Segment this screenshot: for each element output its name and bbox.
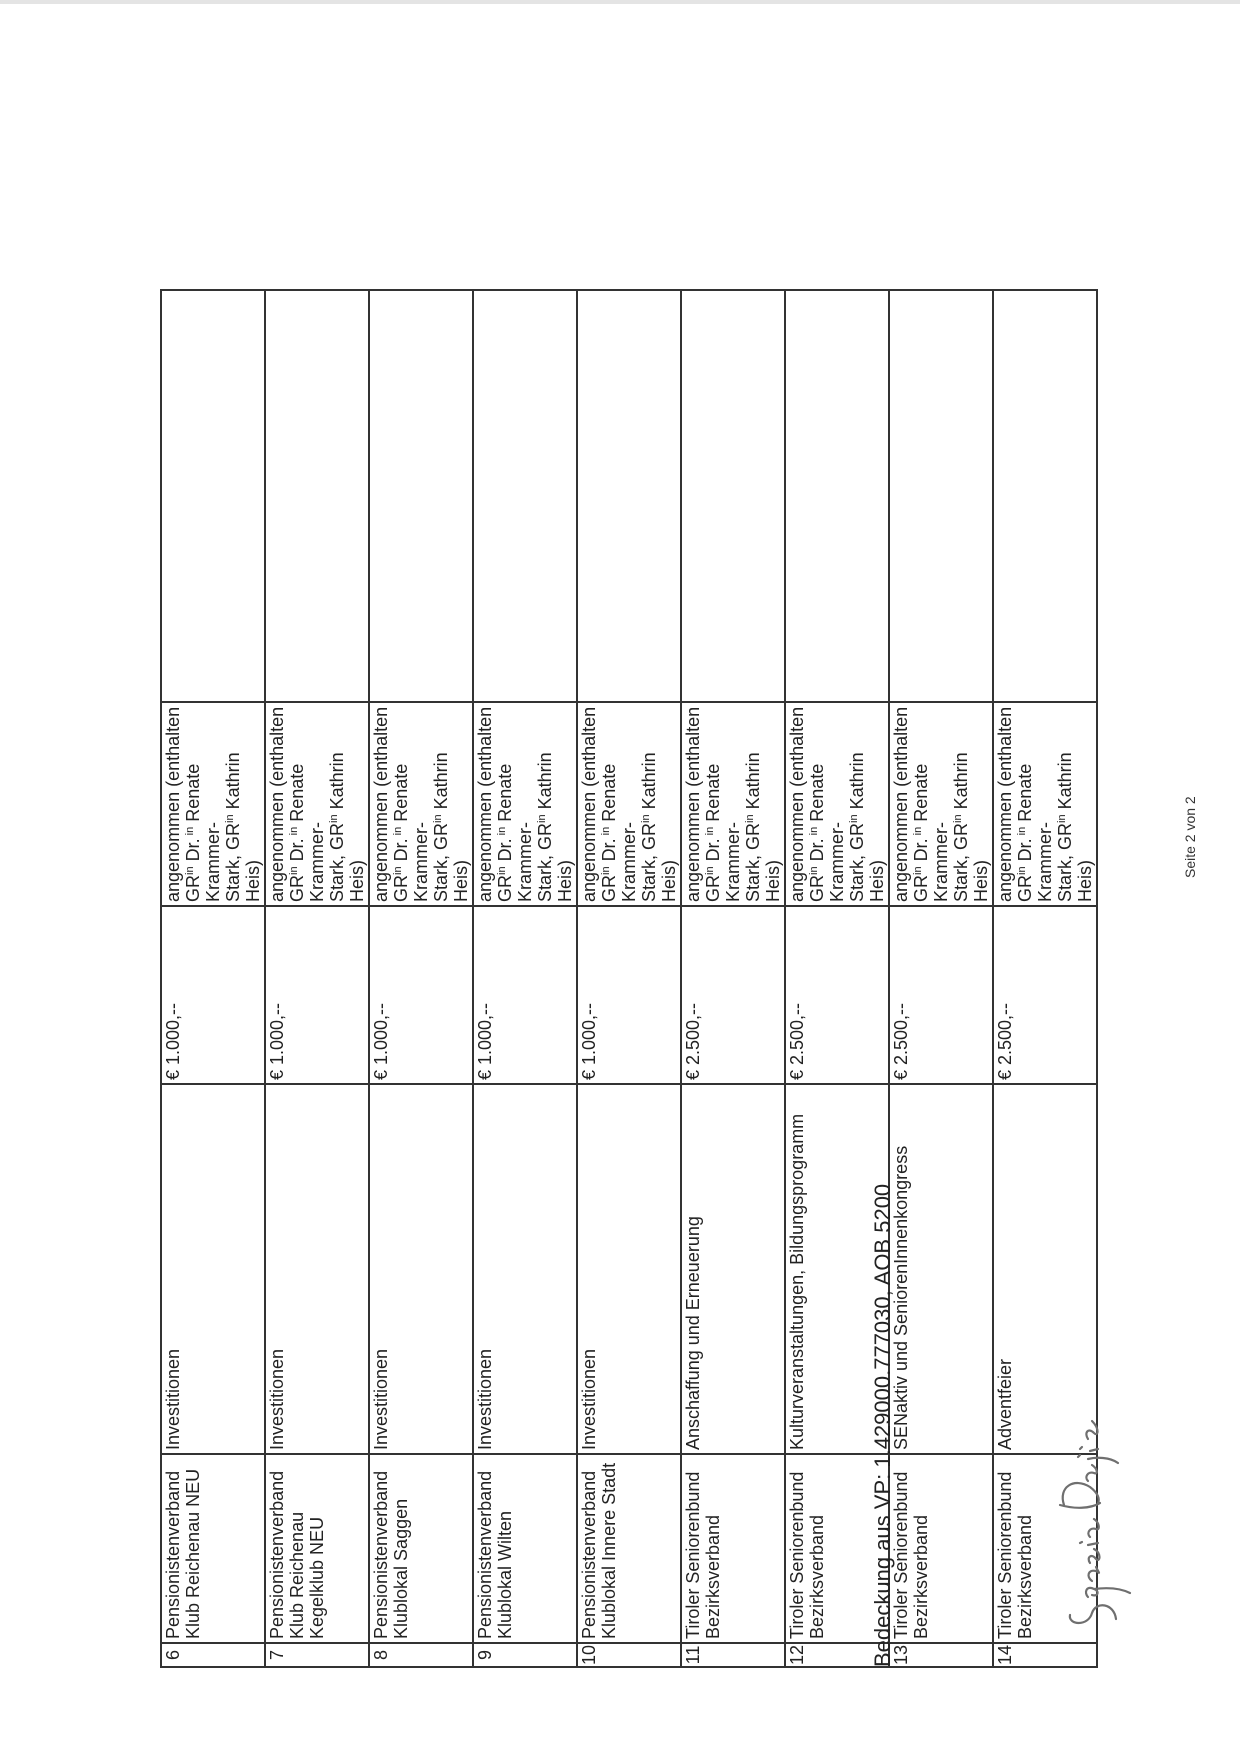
result-dr: Dr. bbox=[911, 838, 931, 867]
result-dr: Dr. bbox=[183, 838, 203, 867]
result-line-3: Kathrin Heis) bbox=[327, 752, 367, 902]
result-line-3-pre: Stark, GR bbox=[535, 822, 555, 902]
purpose-cell: Investitionen bbox=[161, 1084, 265, 1454]
result-sup: in bbox=[496, 826, 508, 839]
result-line-3: Kathrin Heis) bbox=[431, 752, 471, 902]
table-row bbox=[369, 290, 473, 1667]
organization-cell: Pensionistenverband Klublokal Innere Stadt bbox=[577, 1454, 681, 1643]
empty-cell bbox=[681, 290, 785, 702]
num-cell: 6 bbox=[161, 1643, 265, 1667]
purpose-cell: Investitionen bbox=[577, 1084, 681, 1454]
empty-cell bbox=[265, 290, 369, 702]
result-line-2: Renate Krammer- bbox=[391, 763, 431, 902]
result-cell bbox=[785, 702, 889, 906]
signature-image bbox=[1030, 1403, 1160, 1633]
result-line-1: angenommen (enthalten bbox=[995, 706, 1015, 902]
result-line-3: Kathrin Heis) bbox=[743, 752, 783, 902]
num-cell: 12 bbox=[785, 1643, 889, 1667]
empty-cell bbox=[577, 290, 681, 702]
result-line-3: Kathrin Heis) bbox=[1055, 752, 1095, 902]
result-dr: Dr. bbox=[703, 838, 723, 867]
organization-cell: Pensionistenverband Klub Reichenau NEU bbox=[161, 1454, 265, 1643]
result-line-2: Renate Krammer- bbox=[287, 763, 327, 902]
result-cell bbox=[161, 702, 265, 906]
result-sup: in bbox=[392, 826, 404, 839]
result-line-1: angenommen (enthalten bbox=[579, 706, 599, 902]
amount-cell: € 1.000,-- bbox=[265, 906, 369, 1084]
result-cell bbox=[993, 702, 1097, 906]
organization-cell: Pensionistenverband Klub Reichenau Kegelklub NEU bbox=[265, 1454, 369, 1643]
result-dr: Dr. bbox=[391, 838, 411, 867]
result-sup: in bbox=[432, 814, 444, 823]
purpose-cell: Adventfeier bbox=[993, 1084, 1097, 1454]
organization-cell: Tiroler Seniorenbund Bezirksverband bbox=[681, 1454, 785, 1643]
result-gr: GR bbox=[1015, 875, 1035, 902]
organization-cell: Tiroler Seniorenbund Bezirksverband bbox=[889, 1454, 993, 1643]
result-line-3-pre: Stark, GR bbox=[1055, 822, 1075, 902]
result-line-3: Kathrin Heis) bbox=[223, 752, 263, 902]
purpose-cell: Investitionen bbox=[265, 1084, 369, 1454]
page-number: Seite 2 von 2 bbox=[1182, 796, 1198, 878]
result-cell bbox=[265, 702, 369, 906]
result-sup: in bbox=[224, 814, 236, 823]
result-cell bbox=[889, 702, 993, 906]
result-line-2: Renate Krammer- bbox=[1015, 763, 1055, 902]
organization-cell: Pensionistenverband Klublokal Saggen bbox=[369, 1454, 473, 1643]
result-sup: in bbox=[288, 866, 300, 875]
result-sup: in bbox=[600, 866, 612, 875]
table-row bbox=[161, 290, 265, 1667]
result-cell bbox=[577, 702, 681, 906]
num-cell: 8 bbox=[369, 1643, 473, 1667]
result-line-1: angenommen (enthalten bbox=[371, 706, 391, 902]
result-sup: in bbox=[392, 866, 404, 875]
result-gr: GR bbox=[495, 875, 515, 902]
result-dr: Dr. bbox=[287, 838, 307, 867]
empty-cell bbox=[473, 290, 577, 702]
grant-table bbox=[160, 289, 1098, 1668]
num-cell: 7 bbox=[265, 1643, 369, 1667]
result-line-3-pre: Stark, GR bbox=[639, 822, 659, 902]
num-cell: 9 bbox=[473, 1643, 577, 1667]
signature-strokes bbox=[1060, 1421, 1130, 1623]
organization-cell: Tiroler Seniorenbund Bezirksverband bbox=[785, 1454, 889, 1643]
result-line-1: angenommen (enthalten bbox=[787, 706, 807, 902]
result-line-3-pre: Stark, GR bbox=[223, 822, 243, 902]
purpose-cell: SENaktiv und SeniorenInnenkongress bbox=[889, 1084, 993, 1454]
result-sup: in bbox=[184, 826, 196, 839]
result-dr: Dr. bbox=[599, 838, 619, 867]
result-gr: GR bbox=[703, 875, 723, 902]
result-sup: in bbox=[496, 866, 508, 875]
result-line-3: Kathrin Heis) bbox=[535, 752, 575, 902]
result-cell bbox=[369, 702, 473, 906]
result-sup: in bbox=[1016, 866, 1028, 875]
result-line-3: Kathrin Heis) bbox=[847, 752, 887, 902]
result-sup: in bbox=[704, 826, 716, 839]
purpose-cell: Investitionen bbox=[473, 1084, 577, 1454]
result-cell bbox=[681, 702, 785, 906]
amount-cell: € 2.500,-- bbox=[785, 906, 889, 1084]
result-line-3-pre: Stark, GR bbox=[327, 822, 347, 902]
result-gr: GR bbox=[391, 875, 411, 902]
result-line-3-pre: Stark, GR bbox=[847, 822, 867, 902]
result-line-1: angenommen (enthalten bbox=[163, 706, 183, 902]
num-cell: 10 bbox=[577, 1643, 681, 1667]
result-sup: in bbox=[912, 826, 924, 839]
result-gr: GR bbox=[287, 875, 307, 902]
result-line-1: angenommen (enthalten bbox=[891, 706, 911, 902]
organization-cell: Pensionistenverband Klublokal Wilten bbox=[473, 1454, 577, 1643]
result-sup: in bbox=[640, 814, 652, 823]
result-sup: in bbox=[328, 814, 340, 823]
result-line-1: angenommen (enthalten bbox=[475, 706, 495, 902]
result-sup: in bbox=[912, 866, 924, 875]
amount-cell: € 1.000,-- bbox=[161, 906, 265, 1084]
result-line-3: Kathrin Heis) bbox=[639, 752, 679, 902]
result-line-2: Renate Krammer- bbox=[807, 763, 847, 902]
table-row bbox=[681, 290, 785, 1667]
result-dr: Dr. bbox=[807, 838, 827, 867]
coverage-note: Bedeckung aus VP: 1.429000.777030, AOB 5200 bbox=[870, 1183, 895, 1667]
num-cell: 13 bbox=[889, 1643, 993, 1667]
result-sup: in bbox=[848, 814, 860, 823]
result-sup: in bbox=[184, 866, 196, 875]
result-line-3-pre: Stark, GR bbox=[951, 822, 971, 902]
result-sup: in bbox=[808, 826, 820, 839]
result-sup: in bbox=[288, 826, 300, 839]
grant-table-body bbox=[161, 290, 1097, 1667]
result-line-3-pre: Stark, GR bbox=[431, 822, 451, 902]
organization-cell: Tiroler Seniorenbund Bezirksverband bbox=[993, 1454, 1097, 1643]
result-sup: in bbox=[808, 866, 820, 875]
result-line-3-pre: Stark, GR bbox=[743, 822, 763, 902]
num-cell: 11 bbox=[681, 1643, 785, 1667]
result-sup: in bbox=[600, 826, 612, 839]
amount-cell: € 2.500,-- bbox=[681, 906, 785, 1084]
result-line-2: Renate Krammer- bbox=[703, 763, 743, 902]
result-line-1: angenommen (enthalten bbox=[683, 706, 703, 902]
result-line-2: Renate Krammer- bbox=[495, 763, 535, 902]
result-dr: Dr. bbox=[1015, 838, 1035, 867]
result-sup: in bbox=[704, 866, 716, 875]
purpose-cell: Investitionen bbox=[369, 1084, 473, 1454]
amount-cell: € 1.000,-- bbox=[577, 906, 681, 1084]
empty-cell bbox=[785, 290, 889, 702]
num-cell: 14 bbox=[993, 1643, 1097, 1667]
result-sup: in bbox=[536, 814, 548, 823]
amount-cell: € 1.000,-- bbox=[473, 906, 577, 1084]
result-gr: GR bbox=[599, 875, 619, 902]
table-row bbox=[473, 290, 577, 1667]
result-line-2: Renate Krammer- bbox=[911, 763, 951, 902]
table-row bbox=[889, 290, 993, 1667]
result-cell bbox=[473, 702, 577, 906]
result-sup: in bbox=[1016, 826, 1028, 839]
empty-cell bbox=[161, 290, 265, 702]
purpose-cell: Kulturveranstaltungen, Bildungsprogramm bbox=[785, 1084, 889, 1454]
result-gr: GR bbox=[807, 875, 827, 902]
result-sup: in bbox=[1056, 814, 1068, 823]
result-gr: GR bbox=[911, 875, 931, 902]
result-gr: GR bbox=[183, 875, 203, 902]
empty-cell bbox=[369, 290, 473, 702]
amount-cell: € 2.500,-- bbox=[993, 906, 1097, 1084]
amount-cell: € 2.500,-- bbox=[889, 906, 993, 1084]
table-row bbox=[265, 290, 369, 1667]
result-line-2: Renate Krammer- bbox=[183, 763, 223, 902]
empty-cell bbox=[889, 290, 993, 702]
amount-cell: € 1.000,-- bbox=[369, 906, 473, 1084]
table-row bbox=[577, 290, 681, 1667]
result-sup: in bbox=[744, 814, 756, 823]
result-line-1: angenommen (enthalten bbox=[267, 706, 287, 902]
purpose-cell: Anschaffung und Erneuerung bbox=[681, 1084, 785, 1454]
empty-cell bbox=[993, 290, 1097, 702]
result-sup: in bbox=[952, 814, 964, 823]
result-dr: Dr. bbox=[495, 838, 515, 867]
result-line-3: Kathrin Heis) bbox=[951, 752, 991, 902]
result-line-2: Renate Krammer- bbox=[599, 763, 639, 902]
